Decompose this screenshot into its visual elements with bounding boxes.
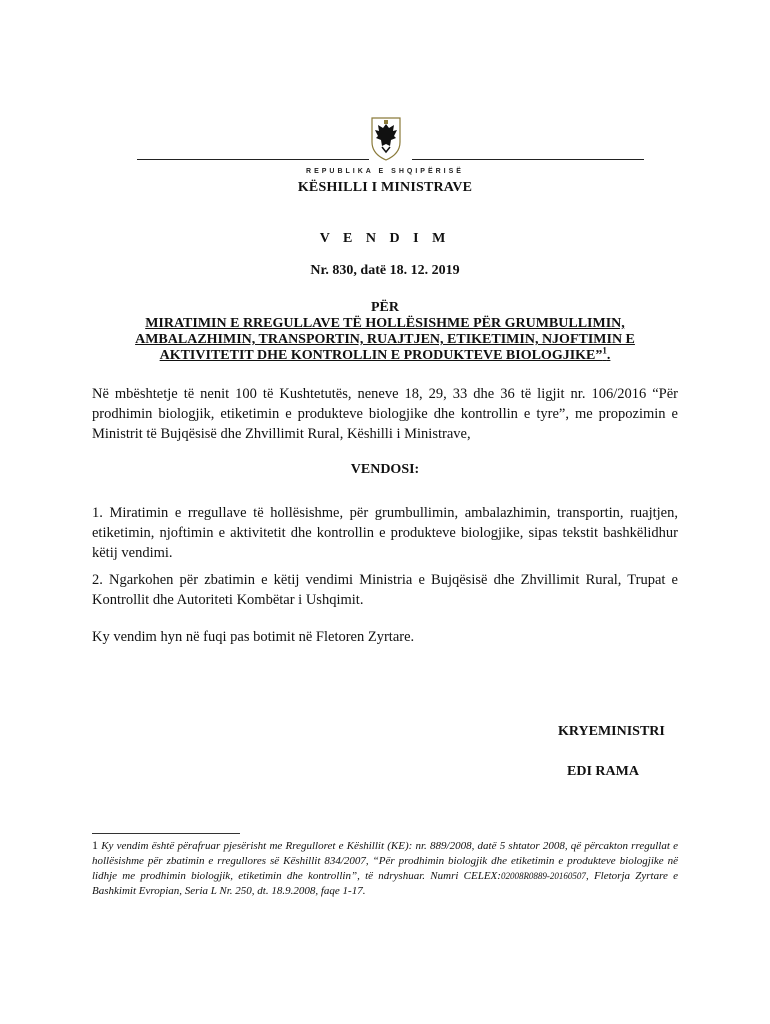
header-rule-right (412, 159, 644, 160)
republic-label: REPUBLIKA E SHQIPËRISË (306, 168, 464, 175)
footnote-celex: 02008R0889-20160507 (500, 871, 586, 881)
subject-end: . (606, 348, 611, 363)
albanian-eagle-emblem-icon (368, 116, 404, 162)
closing-paragraph: Ky vendim hyn në fuqi pas botimit në Fletoren Zyrtare. (92, 629, 415, 645)
vendosi-heading: VENDOSI: (350, 462, 420, 477)
point-1-paragraph: 1. Miratimin e rregullave të hollësishme, për grumbullimin, ambalazhimin, transportin, ruajtjen, etiketimin, njoftimin e aktivitetit dhe kontrollin e produkteve biologjike, sipas tekstit bashkëlidhur këtij vendimi. (92, 505, 678, 561)
per-heading: PËR (371, 300, 399, 315)
footnote-text-a: Ky vendim është përafruar pjesërisht me Rregulloret e Këshillit (KE): nr. 889/2008, datë 5 shtator 2008, që përcakton rregullat e hollësishme për zbatimin e rregullores së Këshillit 834/2007, “Për prodhimin biologjik dhe etiketimin e produkteve biologjike në lidhje me prodhimin biologjik, etiketimin dhe kontrollin”, të ndryshuar. Numri CELEX: (92, 840, 678, 882)
preamble-paragraph: Në mbështetje të nenit 100 të Kushtetutës, neneve 18, 29, 33 dhe 36 të ligjit nr. 106/2016 “Për prodhimin biologjik, etiketimin e produkteve biologjike dhe kontrollin e tyre”, me propozimin e Ministrit të Bujqësisë dhe Zhvillimit Rural, Këshilli i Ministrave, (92, 386, 678, 442)
subject-text: MIRATIMIN E RREGULLAVE TË HOLLËSISHME PËR GRUMBULLIMIN, AMBALAZHIMIN, TRANSPORTIN, RUAJTJEN, ETIKETIMIN, NJOFTIMIN E AKTIVITETIT DHE KONTROLLIN E PRODUKTEVE BIOLOGJIKE” (135, 316, 635, 363)
decision-number: Nr. 830, datë 18. 12. 2019 (310, 263, 460, 278)
decision-subject (92, 316, 678, 364)
footnote (92, 838, 678, 899)
point-2-paragraph: 2. Ngarkohen për zbatimin e këtij vendimi Ministria e Bujqësisë dhe Zhvillimit Rural, Trupat e Kontrollit dhe Autoriteti Kombëtar i Ushqimit. (92, 572, 678, 608)
council-title: KËSHILLI I MINISTRAVE (297, 180, 473, 195)
decision-title: V E N D I M (319, 231, 451, 246)
footnote-text-b: , Fletorja Zyrtare e Bashkimit Evropian, Seria L Nr. 250, dt. 18.9.2008, faqe 1-17. (92, 870, 678, 897)
signature-title: KRYEMINISTRI (558, 724, 665, 739)
footnote-divider (92, 833, 240, 834)
signature-name: EDI RAMA (567, 764, 639, 779)
footnote-number: 1 (92, 838, 98, 852)
footnote-reference[interactable]: 1 (602, 345, 607, 356)
header-rule-left (137, 159, 369, 160)
